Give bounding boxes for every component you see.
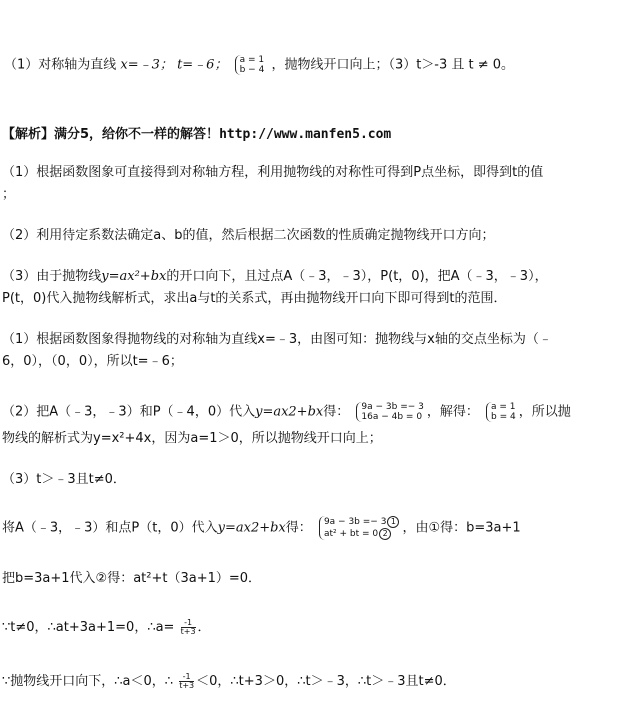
solution-7-suffix: ＜0，∴t+3＞0，∴t＞﹣3，∴t＞﹣3且t≠0． [196, 674, 456, 689]
solution-6-suffix: ． [197, 620, 211, 635]
fraction-numerator: -1 [181, 619, 196, 628]
analysis-3-suffix: 的开口向下，且过点A（﹣3，﹣3），P(t，0)，把A（﹣3，﹣3）， [166, 269, 548, 284]
solution-4-prefix: 将A（﹣3，﹣3）和点P（t，0）代入 [2, 520, 218, 536]
solution-6-prefix: ∵t≠0，∴at+3a+1=0，∴a= [2, 620, 175, 635]
solution-5: 把b=3a+1代入②得：at²+t（3a+1）=0． [2, 571, 262, 586]
solution-2-system [356, 402, 423, 422]
solution-2-system-eq1: 9a − 3b =− 3 [361, 402, 424, 412]
analysis-2: （2）利用待定系数法确定a、b的值，然后根据二次函数的性质确定抛物线开口方向； [2, 228, 495, 243]
solution-2-solve: ，解得： [426, 404, 479, 420]
answer-line [4, 55, 514, 75]
solution-4-system-eq2: at² + bt = 0 [323, 529, 379, 539]
heading-label: 【解析】 [2, 127, 55, 142]
axis-equation: x=﹣3； [120, 57, 173, 73]
solution-2-result-b: b = 4 [491, 412, 516, 422]
answer-system-a: a = 1 [239, 55, 265, 65]
fraction-denominator: t+3 [180, 627, 196, 636]
solution-4 [2, 516, 521, 540]
fraction-2-denominator: t+3 [179, 681, 195, 690]
solution-7-prefix: ∵抛物线开口向下，∴a＜0，∴ [2, 674, 174, 689]
solution-4-system-row-1 [324, 516, 399, 528]
solution-6 [2, 619, 211, 637]
heading-url[interactable]: http://www.manfen5.com [219, 127, 392, 142]
solution-2-line-2: 物线的解析式为y=x²+4x，因为a=1＞0，所以抛物线开口向上； [2, 431, 382, 446]
solution-4-system [319, 516, 399, 540]
solution-4-system-row-2 [324, 528, 399, 540]
solution-2-prefix: （2）把A（﹣3，﹣3）和P（﹣4，0）代入 [2, 404, 256, 420]
analysis-1-line-2: ； [2, 187, 16, 202]
analysis-1-line-1: （1）根据函数图象可直接得到对称轴方程，利用抛物线的对称性可得到P点坐标，即得到t的值 [2, 165, 544, 180]
answer-prefix: （1）对称轴为直线 [4, 57, 117, 73]
solution-4-equation: y=ax2+bx [217, 520, 286, 536]
analysis-3-line-1 [2, 268, 548, 286]
solution-2-system-eq2: 16a − 4b = 0 [361, 412, 423, 422]
solution-2-equation: y=ax2+bx [255, 404, 324, 420]
analysis-3-line-2: P(t，0)代入抛物线解析式，求出a与t的关系式，再由抛物线开口向下即可得到t的范围． [2, 291, 507, 306]
analysis-3-equation: y=ax²+bx [101, 269, 167, 284]
analysis-3-prefix: （3）由于抛物线 [2, 269, 102, 284]
solution-2-get: 得： [323, 404, 350, 420]
analysis-heading [2, 126, 391, 144]
circle-2-marker: 2 [379, 528, 391, 540]
solution-2-result-a: a = 1 [491, 402, 516, 412]
solution-4-system-eq1: 9a − 3b =− 3 [323, 517, 387, 527]
fraction [181, 619, 196, 636]
solution-1-line-1: （1）根据函数图象得抛物线的对称轴为直线x=﹣3，由图可知：抛物线与x轴的交点坐标为（﹣ [2, 332, 552, 347]
solution-2-suffix: ，所以抛 [518, 404, 571, 420]
circle-1-marker: 1 [387, 516, 399, 528]
answer-system [235, 55, 265, 75]
answer-suffix: ，抛物线开口向上；（3）t＞-3 且 t ≠ 0。 [271, 57, 515, 73]
solution-4-get: 得： [285, 520, 312, 536]
answer-system-b: b − 4 [239, 65, 265, 75]
solution-1-line-2: 6，0），（0，0），所以t=﹣6； [2, 354, 183, 369]
solution-4-suffix: ，由①得：b=3a+1 [402, 520, 521, 536]
t-value: t=﹣6； [177, 57, 228, 73]
heading-title: 满分5，给你不一样的解答！ [54, 127, 220, 142]
solution-7 [2, 673, 456, 691]
solution-2-line-1 [2, 402, 571, 422]
solution-3: （3）t＞﹣3且t≠0． [2, 472, 126, 487]
solution-2-result [486, 402, 516, 422]
fraction-2 [179, 673, 194, 690]
fraction-2-numerator: -1 [179, 673, 194, 682]
